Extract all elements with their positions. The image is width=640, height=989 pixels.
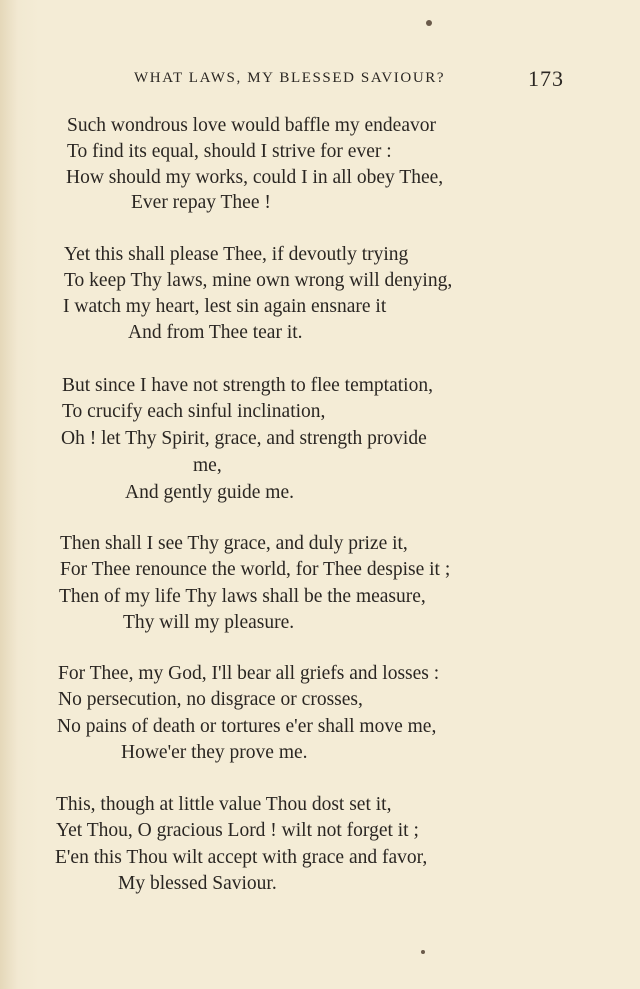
stanza-1-line-2: To find its equal, should I strive for ever : [67, 141, 392, 162]
stanza-3-line-3: Oh ! let Thy Spirit, grace, and strength provide [61, 428, 427, 449]
ink-speck [426, 20, 432, 26]
stanza-2-line-2: To keep Thy laws, mine own wrong will denying, [64, 270, 453, 291]
stanza-2-line-3: I watch my heart, lest sin again ensnare it [63, 296, 387, 317]
stanza-3-line-4: me, [193, 455, 222, 476]
stanza-4-line-1: Then shall I see Thy grace, and duly prize it, [60, 533, 408, 554]
stanza-5-line-1: For Thee, my God, I'll bear all griefs and losses : [58, 663, 440, 684]
stanza-1-line-4: Ever repay Thee ! [131, 192, 271, 213]
stanza-2-line-4: And from Thee tear it. [128, 322, 303, 343]
stanza-4-line-2: For Thee renounce the world, for Thee despise it ; [60, 559, 451, 580]
ink-speck [421, 950, 425, 954]
stanza-3-line-5: And gently guide me. [125, 482, 294, 503]
stanza-5-line-3: No pains of death or tortures e'er shall move me, [57, 716, 437, 737]
stanza-2-line-1: Yet this shall please Thee, if devoutly trying [64, 244, 409, 265]
stanza-6-line-4: My blessed Saviour. [118, 873, 277, 894]
stanza-6-line-1: This, though at little value Thou dost set it, [56, 794, 392, 815]
stanza-1-line-1: Such wondrous love would baffle my endeavor [67, 115, 436, 136]
stanza-5-line-4: Howe'er they prove me. [121, 742, 308, 763]
stanza-6-line-2: Yet Thou, O gracious Lord ! wilt not forget it ; [56, 820, 419, 841]
stanza-4-line-3: Then of my life Thy laws shall be the measure, [59, 586, 426, 607]
stanza-1-line-3: How should my works, could I in all obey Thee, [66, 167, 444, 188]
stanza-4-line-4: Thy will my pleasure. [123, 612, 295, 633]
stanza-3-line-2: To crucify each sinful inclination, [62, 401, 326, 422]
stanza-6-line-3: E'en this Thou wilt accept with grace and favor, [55, 847, 428, 868]
running-title: WHAT LAWS, MY BLESSED SAVIOUR? [134, 70, 446, 86]
stanza-3-line-1: But since I have not strength to flee temptation, [62, 375, 433, 396]
stanza-5-line-2: No persecution, no disgrace or crosses, [58, 689, 363, 710]
page-number: 173 [528, 66, 564, 91]
